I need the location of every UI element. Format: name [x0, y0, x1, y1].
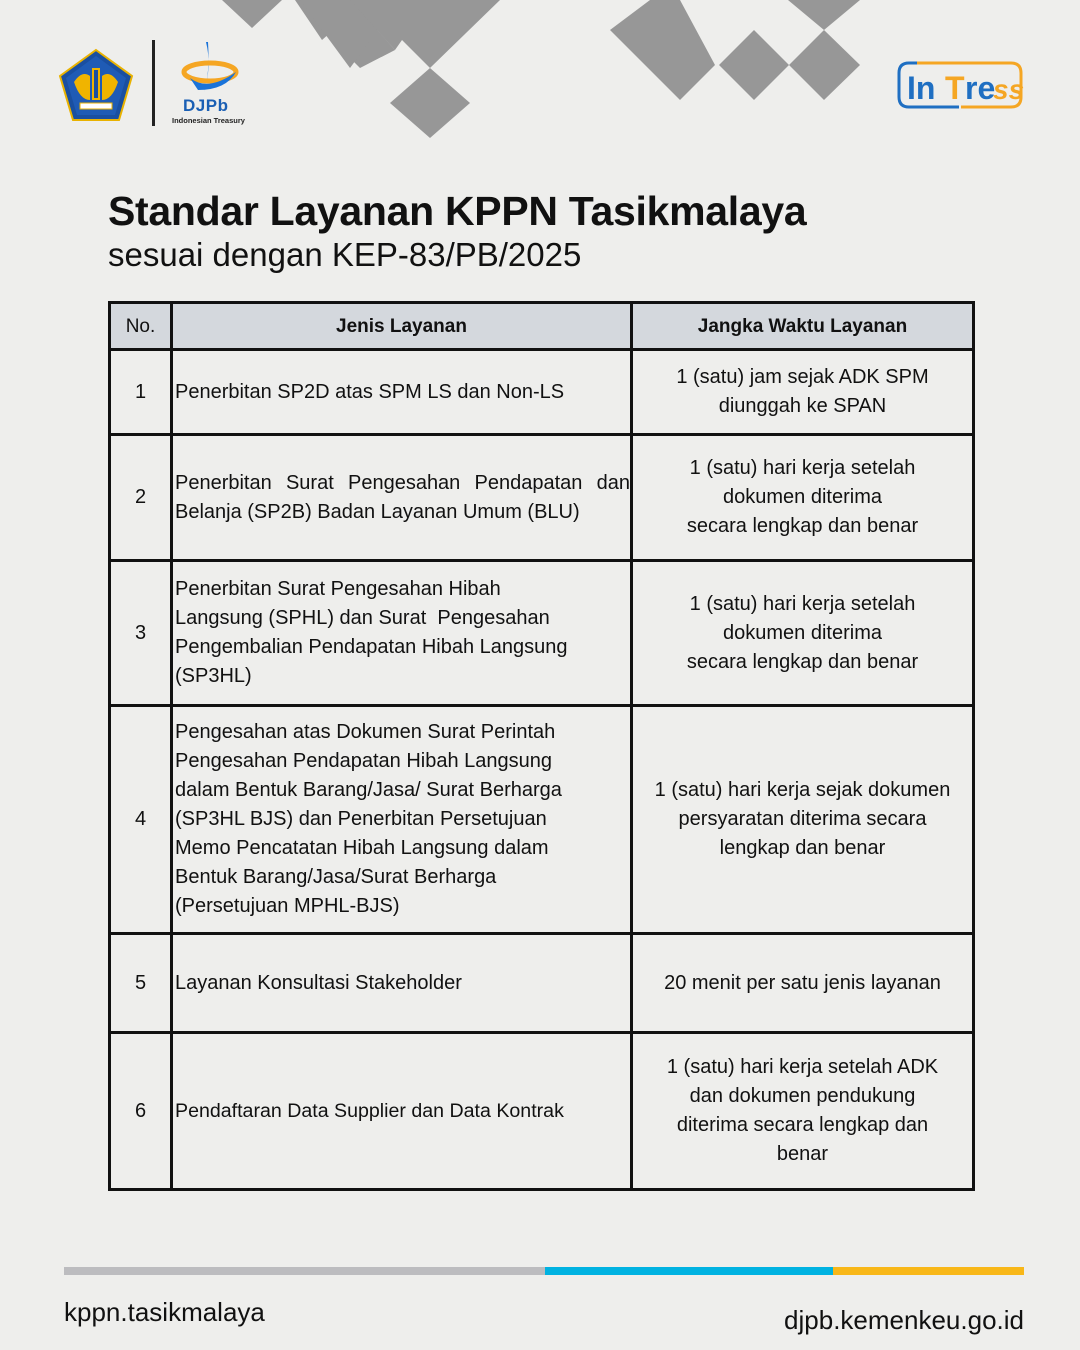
duration-line: lengkap dan benar	[719, 837, 886, 859]
footer-bar-grey	[64, 1267, 545, 1275]
page-subtitle: sesuai dengan KEP-83/PB/2025	[108, 236, 582, 273]
service-duration	[632, 706, 974, 934]
column-header-jangka-waktu: Jangka Waktu Layanan	[632, 303, 974, 350]
table-row	[110, 934, 974, 1033]
duration-line: benar	[776, 1143, 829, 1165]
duration-line: 1 (satu) jam sejak ADK SPM	[676, 366, 929, 388]
service-standards-table	[108, 301, 975, 1191]
duration-line: 1 (satu) hari kerja sejak dokumen	[654, 779, 951, 801]
table-row	[110, 435, 974, 561]
service-type: Penerbitan SP2D atas SPM LS dan Non-LS	[172, 350, 632, 435]
duration-line: persyaratan diterima secara	[678, 808, 927, 830]
service-duration	[632, 350, 974, 435]
diamond-shape	[719, 30, 789, 100]
duration-line: secara lengkap dan benar	[686, 650, 919, 673]
kemenkeu-logo-icon	[58, 48, 134, 122]
diamond-shape	[390, 68, 470, 138]
row-number: 4	[110, 706, 172, 934]
table-row	[110, 706, 974, 934]
table-row	[110, 350, 974, 435]
service-line: Langsung (SPHL) dan Surat Pengesahan	[175, 607, 550, 629]
column-header-jenis-layanan: Jenis Layanan	[172, 303, 632, 350]
service-type: Layanan Konsultasi Stakeholder	[172, 934, 632, 1033]
djpb-tagline: Indonesian Treasury	[172, 116, 245, 125]
row-number: 2	[110, 435, 172, 561]
duration-line: secara lengkap dan benar	[686, 515, 919, 537]
page-title: Standar Layanan KPPN Tasikmalaya	[108, 188, 807, 234]
service-line: (SP3HL)	[175, 665, 252, 687]
service-duration	[632, 1033, 974, 1190]
service-line: (SP3HL BJS) dan Penerbitan Persetujuan	[175, 808, 547, 830]
service-duration	[632, 435, 974, 561]
row-number: 6	[110, 1033, 172, 1190]
footer-bar-yellow	[833, 1267, 1024, 1275]
service-duration	[632, 934, 974, 1033]
row-number: 1	[110, 350, 172, 435]
service-line: (Persetujuan MPHL-BJS)	[175, 895, 400, 917]
djpb-logo-text: DJPb	[183, 96, 229, 115]
service-line: Pengembalian Pendapatan Hibah Langsung	[175, 636, 568, 658]
duration-line: 20 menit per satu jenis layanan	[664, 971, 941, 994]
service-type	[172, 561, 632, 706]
duration-line: 1 (satu) hari kerja setelah	[689, 592, 916, 615]
table-header-row	[110, 303, 974, 350]
service-line: Memo Pencatatan Hibah Langsung dalam	[175, 837, 549, 859]
column-header-no: No.	[110, 303, 172, 350]
diamond-shape	[222, 0, 282, 28]
footer-bar-blue	[545, 1267, 833, 1275]
duration-line: 1 (satu) hari kerja setelah	[689, 457, 916, 479]
service-line: Bentuk Barang/Jasa/Surat Berharga	[175, 866, 497, 888]
svg-text:T: T	[945, 70, 965, 106]
intress-logo-icon	[895, 55, 1025, 115]
diamond-shape	[610, 0, 715, 100]
service-type: Pendaftaran Data Supplier dan Data Kontrak	[172, 1033, 632, 1190]
svg-text:re: re	[965, 70, 996, 106]
logo-divider	[152, 40, 155, 126]
service-line: Penerbitan Surat Pengesahan Hibah	[175, 578, 501, 600]
service-line: Pengesahan atas Dokumen Surat Perintah	[175, 721, 556, 743]
diamond-shape	[788, 0, 860, 30]
table-row	[110, 1033, 974, 1190]
row-number: 3	[110, 561, 172, 706]
svg-text:ss: ss	[993, 74, 1025, 105]
footer-website: djpb.kemenkeu.go.id	[784, 1305, 1024, 1335]
service-type: Penerbitan Surat Pengesahan Pendapatan dan Belanja (SP2B) Badan Layanan Umum (BLU)	[172, 435, 632, 561]
duration-line: 1 (satu) hari kerja setelah ADK	[666, 1056, 939, 1078]
table-row	[110, 561, 974, 706]
diamond-shape	[789, 30, 860, 100]
duration-line: diunggah ke SPAN	[718, 395, 887, 417]
service-duration	[632, 561, 974, 706]
row-number: 5	[110, 934, 172, 1033]
footer-social-handle: kppn.tasikmalaya	[64, 1297, 265, 1327]
duration-line: dokumen diterima	[723, 486, 882, 508]
duration-line: diterima secara lengkap dan	[676, 1114, 929, 1136]
svg-text:In: In	[907, 70, 936, 106]
duration-line: dan dokumen pendukung	[689, 1085, 916, 1107]
duration-line: dokumen diterima	[723, 621, 882, 644]
service-line: dalam Bentuk Barang/Jasa/ Surat Berharga	[175, 779, 562, 801]
service-line: Pengesahan Pendapatan Hibah Langsung	[175, 750, 552, 772]
service-type	[172, 706, 632, 934]
